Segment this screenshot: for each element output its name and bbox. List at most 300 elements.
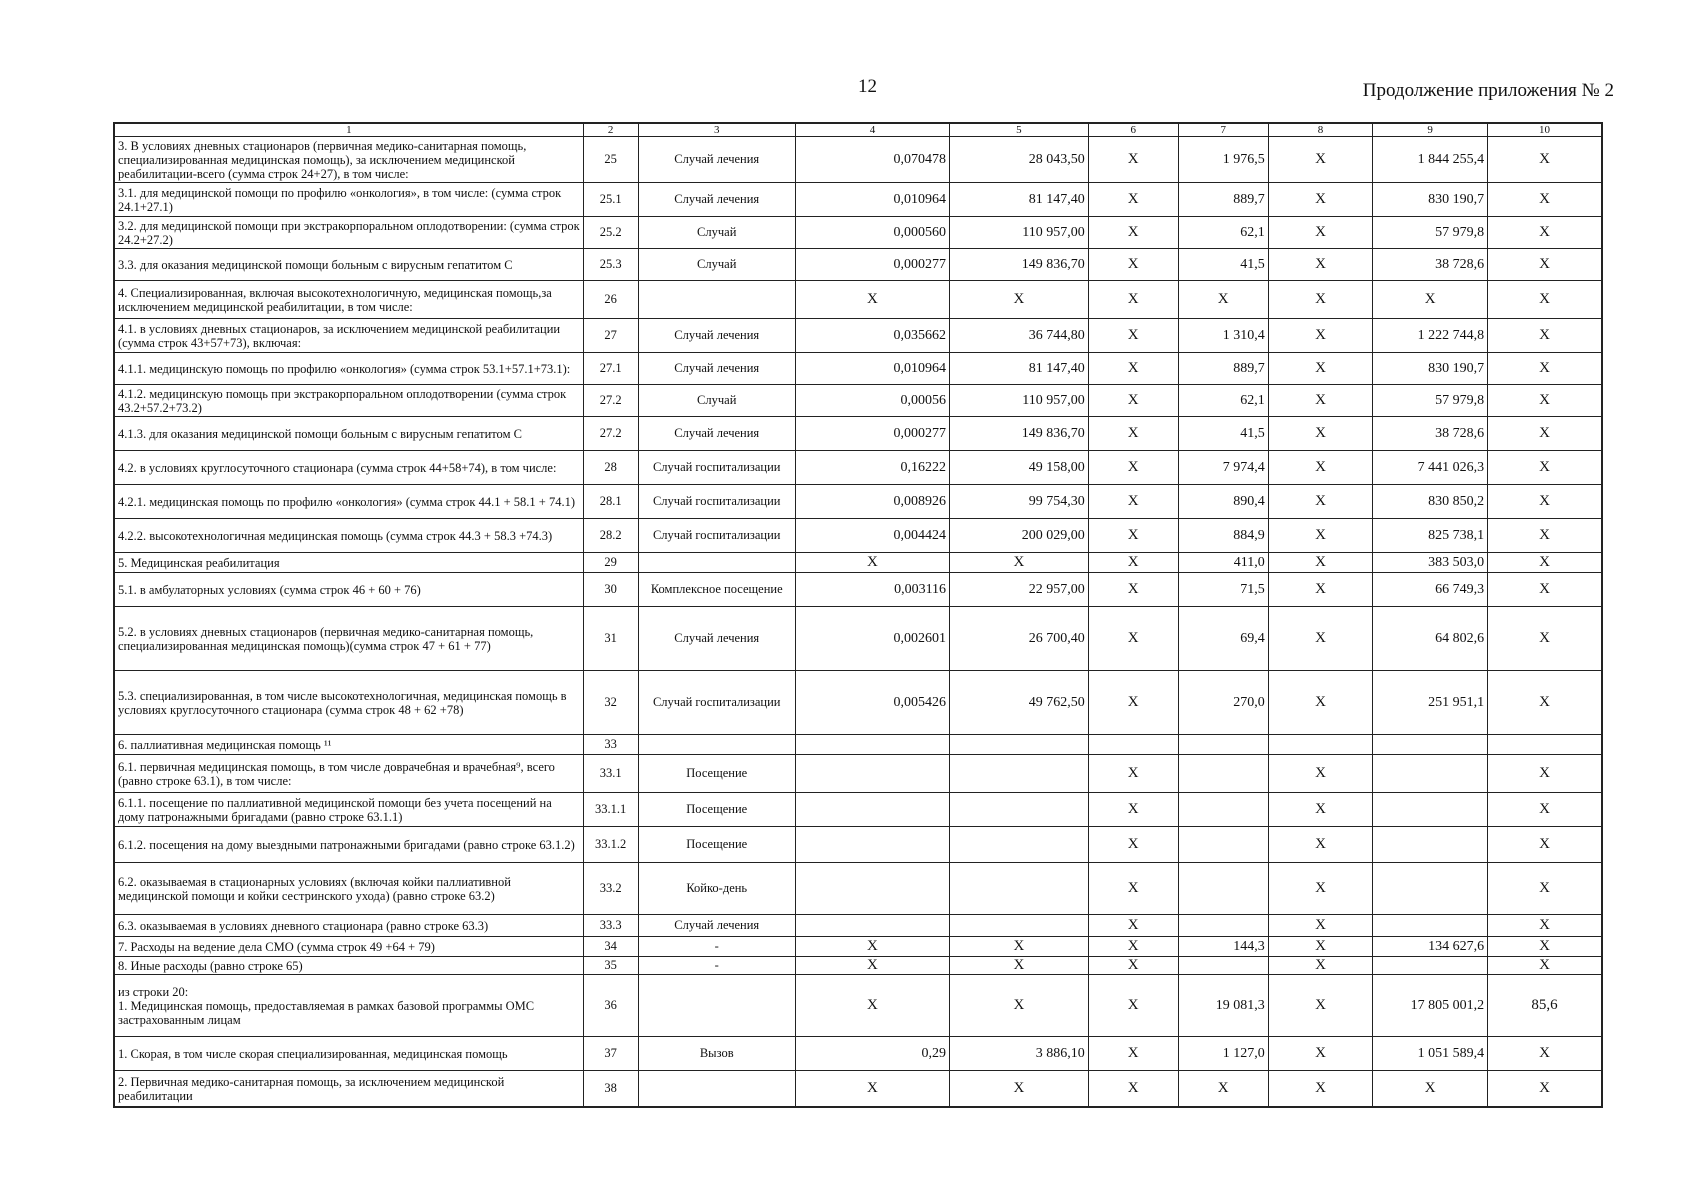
table-cell: 830 190,7 [1373, 183, 1488, 217]
row-label-cell: 4.1. в условиях дневных стационаров, за исключением медицинской реабилитации (сумма строк 43+57+73), включая: [115, 319, 584, 353]
row-label-cell: 5. Медицинская реабилитация [115, 553, 584, 573]
table-cell: 1 222 744,8 [1373, 319, 1488, 353]
table-cell: 33.1.1 [583, 793, 638, 827]
table-cell [638, 553, 795, 573]
table-cell [1268, 735, 1373, 755]
table-cell: 1 310,4 [1178, 319, 1268, 353]
table-cell: X [1088, 417, 1178, 451]
table-cell: X [1268, 755, 1373, 793]
table-cell: 26 700,40 [950, 607, 1089, 671]
table-cell: X [1488, 137, 1602, 183]
table-cell: 36 [583, 975, 638, 1037]
col-header: 1 [115, 124, 584, 137]
col-header: 7 [1178, 124, 1268, 137]
table-cell: 27.2 [583, 417, 638, 451]
table-cell: Случай лечения [638, 137, 795, 183]
table-cell: 889,7 [1178, 183, 1268, 217]
table-cell [1373, 915, 1488, 937]
table-cell: 7 974,4 [1178, 451, 1268, 485]
table-cell: 27 [583, 319, 638, 353]
table-cell: X [795, 281, 949, 319]
table-cell: 64 802,6 [1373, 607, 1488, 671]
col-header: 2 [583, 124, 638, 137]
row-label-cell: 4.1.3. для оказания медицинской помощи больным с вирусным гепатитом С [115, 417, 584, 451]
table-cell: 57 979,8 [1373, 217, 1488, 249]
table-cell [1088, 735, 1178, 755]
table-cell [795, 915, 949, 937]
table-cell [950, 863, 1089, 915]
table-cell: X [1268, 137, 1373, 183]
row-label-cell: 6.1.2. посещения на дому выездными патронажными бригадами (равно строке 63.1.2) [115, 827, 584, 863]
row-label-cell: 3.2. для медицинской помощи при экстракорпоральном оплодотворении: (сумма строк 24.2+27.2) [115, 217, 584, 249]
table-cell [795, 863, 949, 915]
row-label-cell: 5.3. специализированная, в том числе высокотехнологичная, медицинская помощь в условиях круглосуточного стационара (сумма строк 48 + 62 +78) [115, 671, 584, 735]
table-cell: X [1268, 1071, 1373, 1107]
table-cell: X [795, 553, 949, 573]
table-cell: X [1488, 281, 1602, 319]
table-cell [1178, 827, 1268, 863]
table-cell [950, 735, 1089, 755]
table-row [115, 353, 1602, 385]
table-cell: 411,0 [1178, 553, 1268, 573]
table-cell: X [1268, 485, 1373, 519]
table-cell [1373, 793, 1488, 827]
table-cell: X [1268, 671, 1373, 735]
table-cell: 251 951,1 [1373, 671, 1488, 735]
table-cell: X [1268, 519, 1373, 553]
table-cell: 34 [583, 937, 638, 957]
table-cell: X [1268, 937, 1373, 957]
table-cell: Случай [638, 249, 795, 281]
table-row [115, 957, 1602, 975]
table-cell: X [1488, 485, 1602, 519]
table-cell: X [1088, 937, 1178, 957]
table-cell: Случай госпитализации [638, 451, 795, 485]
table-row [115, 1037, 1602, 1071]
table-cell: 28.1 [583, 485, 638, 519]
table-cell: X [1088, 137, 1178, 183]
table-cell: X [1268, 217, 1373, 249]
table-cell: 17 805 001,2 [1373, 975, 1488, 1037]
table-cell [950, 793, 1089, 827]
table-cell: 49 762,50 [950, 671, 1089, 735]
table-cell: 830 850,2 [1373, 485, 1488, 519]
table-cell: Случай госпитализации [638, 519, 795, 553]
table-cell [1373, 863, 1488, 915]
table-cell: X [950, 281, 1089, 319]
table-cell: Случай лечения [638, 915, 795, 937]
table-cell: X [1488, 183, 1602, 217]
row-label-cell: 6. паллиативная медицинская помощь ¹¹ [115, 735, 584, 755]
table-cell [950, 827, 1089, 863]
table-cell [638, 975, 795, 1037]
row-label-cell: 3. В условиях дневных стационаров (первичная медико-санитарная помощь, специализированная медицинская помощь), за исключением медицинской реабилитации-всего (сумма строк 24+27), в том числе: [115, 137, 584, 183]
table-cell: 134 627,6 [1373, 937, 1488, 957]
table-cell: X [1488, 755, 1602, 793]
table-cell: 22 957,00 [950, 573, 1089, 607]
table-cell: 0,00056 [795, 385, 949, 417]
table-cell: X [1488, 353, 1602, 385]
table-cell [1373, 957, 1488, 975]
appendix-title: Продолжение приложения № 2 [1362, 80, 1614, 101]
table-row [115, 863, 1602, 915]
col-header: 6 [1088, 124, 1178, 137]
table-cell: X [1178, 281, 1268, 319]
table-cell: X [1488, 1037, 1602, 1071]
table-cell: X [1268, 573, 1373, 607]
table-cell: 38 [583, 1071, 638, 1107]
table-cell: X [1488, 553, 1602, 573]
table-cell: 889,7 [1178, 353, 1268, 385]
table-cell: X [1488, 519, 1602, 553]
table-cell: X [1268, 319, 1373, 353]
table-row [115, 755, 1602, 793]
table-cell: X [1268, 281, 1373, 319]
table-cell [1178, 755, 1268, 793]
table-row [115, 975, 1602, 1037]
row-label-cell: 6.1.1. посещение по паллиативной медицинской помощи без учета посещений на дому патронажными бригадами (равно строке 63.1.1) [115, 793, 584, 827]
row-label-cell: 5.1. в амбулаторных условиях (сумма строк 46 + 60 + 76) [115, 573, 584, 607]
table-cell [1178, 915, 1268, 937]
table-cell: X [1488, 607, 1602, 671]
table-row [115, 281, 1602, 319]
table-cell: 33.3 [583, 915, 638, 937]
table-cell: X [1488, 249, 1602, 281]
table-cell: X [795, 975, 949, 1037]
table-cell: 270,0 [1178, 671, 1268, 735]
row-label-cell: 6.3. оказываемая в условиях дневного стационара (равно строке 63.3) [115, 915, 584, 937]
table-cell: Случай лечения [638, 353, 795, 385]
table-cell: Посещение [638, 793, 795, 827]
table-cell: - [638, 937, 795, 957]
table-row [115, 217, 1602, 249]
table-cell: 1 844 255,4 [1373, 137, 1488, 183]
table-cell: 30 [583, 573, 638, 607]
table-cell: 0,003116 [795, 573, 949, 607]
table-row [115, 385, 1602, 417]
table-cell: 85,6 [1488, 975, 1602, 1037]
table-cell: X [1488, 385, 1602, 417]
row-label-cell: 3.3. для оказания медицинской помощи больным с вирусным гепатитом С [115, 249, 584, 281]
table-row [115, 793, 1602, 827]
table-cell: 27.2 [583, 385, 638, 417]
table-cell: Случай [638, 217, 795, 249]
table-cell: X [950, 937, 1089, 957]
table-cell [1178, 957, 1268, 975]
table-cell: 71,5 [1178, 573, 1268, 607]
row-label-cell: 4.1.2. медицинскую помощь при экстракорпоральном оплодотворении (сумма строк 43.2+57.2+73.2) [115, 385, 584, 417]
table-cell: 41,5 [1178, 417, 1268, 451]
table-cell: X [950, 1071, 1089, 1107]
table-cell: Случай госпитализации [638, 485, 795, 519]
table-cell: 0,16222 [795, 451, 949, 485]
table-cell: X [1268, 1037, 1373, 1071]
table-cell: 38 728,6 [1373, 417, 1488, 451]
table-row [115, 827, 1602, 863]
row-label-cell: 5.2. в условиях дневных стационаров (первичная медико-санитарная помощь, специализированная медицинская помощь)(сумма строк 47 + 61 + 77) [115, 607, 584, 671]
table-cell: X [1088, 975, 1178, 1037]
table-cell: X [1088, 915, 1178, 937]
table-cell [795, 827, 949, 863]
table-cell: 830 190,7 [1373, 353, 1488, 385]
table-cell: X [1488, 957, 1602, 975]
table-cell: X [1488, 319, 1602, 353]
table-cell: X [1488, 671, 1602, 735]
table-cell: Случай госпитализации [638, 671, 795, 735]
table-cell: Случай лечения [638, 417, 795, 451]
table-cell: X [1088, 319, 1178, 353]
table-cell: 110 957,00 [950, 217, 1089, 249]
table-cell: 0,29 [795, 1037, 949, 1071]
table-cell: 26 [583, 281, 638, 319]
table-cell: Случай [638, 385, 795, 417]
table-cell: X [950, 553, 1089, 573]
table-cell [795, 793, 949, 827]
table-cell: 825 738,1 [1373, 519, 1488, 553]
table-cell [638, 1071, 795, 1107]
table-cell: 25.3 [583, 249, 638, 281]
data-table-wrapper [113, 122, 1603, 1108]
table-cell [1178, 735, 1268, 755]
table-cell: Случай лечения [638, 319, 795, 353]
table-cell: 32 [583, 671, 638, 735]
table-cell: X [1088, 607, 1178, 671]
table-cell: 27.1 [583, 353, 638, 385]
table-cell: X [1268, 553, 1373, 573]
table-cell: 66 749,3 [1373, 573, 1488, 607]
table-cell: 7 441 026,3 [1373, 451, 1488, 485]
table-cell: 149 836,70 [950, 249, 1089, 281]
table-cell: 35 [583, 957, 638, 975]
row-label-cell: 4. Специализированная, включая высокотехнологичную, медицинская помощь,за исключением медицинской реабилитации, в том числе: [115, 281, 584, 319]
table-cell: Посещение [638, 755, 795, 793]
table-cell: 0,004424 [795, 519, 949, 553]
table-cell [638, 735, 795, 755]
table-cell: X [1268, 957, 1373, 975]
row-label-cell: 8. Иные расходы (равно строке 65) [115, 957, 584, 975]
table-cell: 28 043,50 [950, 137, 1089, 183]
table-cell: 57 979,8 [1373, 385, 1488, 417]
row-label-cell: 7. Расходы на ведение дела СМО (сумма строк 49 +64 + 79) [115, 937, 584, 957]
table-cell: X [1088, 281, 1178, 319]
table-cell: 0,008926 [795, 485, 949, 519]
table-cell: 29 [583, 553, 638, 573]
table-cell [1178, 793, 1268, 827]
table-cell: X [1373, 1071, 1488, 1107]
table-row [115, 671, 1602, 735]
table-cell: Комплексное посещение [638, 573, 795, 607]
table-cell: Вызов [638, 1037, 795, 1071]
row-label-cell: 2. Первичная медико-санитарная помощь, за исключением медицинской реабилитации [115, 1071, 584, 1107]
table-cell: 890,4 [1178, 485, 1268, 519]
table-cell: X [1268, 975, 1373, 1037]
table-cell: 19 081,3 [1178, 975, 1268, 1037]
table-cell: 33.1 [583, 755, 638, 793]
row-label-cell: 3.1. для медицинской помощи по профилю «онкология», в том числе: (сумма строк 24.1+27.1) [115, 183, 584, 217]
table-cell: 37 [583, 1037, 638, 1071]
table-cell: 28 [583, 451, 638, 485]
table-cell: X [1268, 183, 1373, 217]
table-cell: 0,000277 [795, 417, 949, 451]
table-cell: X [1088, 957, 1178, 975]
table-cell: X [1488, 451, 1602, 485]
table-cell: 0,000560 [795, 217, 949, 249]
table-cell: X [1488, 1071, 1602, 1107]
table-cell: 884,9 [1178, 519, 1268, 553]
table-cell: X [1088, 385, 1178, 417]
row-label-cell: 4.2.1. медицинская помощь по профилю «онкология» (сумма строк 44.1 + 58.1 + 74.1) [115, 485, 584, 519]
row-label-cell: 4.2. в условиях круглосуточного стационара (сумма строк 44+58+74), в том числе: [115, 451, 584, 485]
table-cell: X [1268, 827, 1373, 863]
table-cell: 25 [583, 137, 638, 183]
col-header: 5 [950, 124, 1089, 137]
table-cell: 33.1.2 [583, 827, 638, 863]
table-cell [1488, 735, 1602, 755]
table-cell: X [1268, 915, 1373, 937]
col-header: 4 [795, 124, 949, 137]
table-cell: X [1268, 863, 1373, 915]
data-table [114, 123, 1602, 1107]
table-cell: 110 957,00 [950, 385, 1089, 417]
table-row [115, 249, 1602, 281]
table-cell: X [1268, 451, 1373, 485]
table-cell [795, 755, 949, 793]
table-cell: X [1088, 217, 1178, 249]
table-cell: X [1488, 417, 1602, 451]
table-cell: 0,035662 [795, 319, 949, 353]
table-cell: X [1088, 353, 1178, 385]
table-cell: X [795, 1071, 949, 1107]
table-cell: X [1488, 793, 1602, 827]
table-row [115, 607, 1602, 671]
table-cell: X [950, 975, 1089, 1037]
table-cell: X [1088, 519, 1178, 553]
table-cell: 81 147,40 [950, 353, 1089, 385]
page-number: 12 [858, 76, 877, 97]
table-row [115, 519, 1602, 553]
col-header: 9 [1373, 124, 1488, 137]
table-cell: 0,070478 [795, 137, 949, 183]
table-cell: X [1488, 573, 1602, 607]
table-cell: 31 [583, 607, 638, 671]
table-cell: X [795, 937, 949, 957]
table-cell [950, 755, 1089, 793]
table-cell: 0,002601 [795, 607, 949, 671]
table-cell: X [1088, 827, 1178, 863]
row-label-cell: 6.2. оказываемая в стационарных условиях (включая койки паллиативной медицинской помощи и койки сестринского ухода) (равно строке 63.2) [115, 863, 584, 915]
table-cell [1373, 755, 1488, 793]
table-cell: 0,010964 [795, 183, 949, 217]
col-header: 10 [1488, 124, 1602, 137]
table-cell: 25.2 [583, 217, 638, 249]
table-cell: 0,005426 [795, 671, 949, 735]
table-cell: X [1088, 1037, 1178, 1071]
table-cell: X [1373, 281, 1488, 319]
table-row [115, 1071, 1602, 1107]
table-cell: 200 029,00 [950, 519, 1089, 553]
table-cell: 41,5 [1178, 249, 1268, 281]
table-cell: 36 744,80 [950, 319, 1089, 353]
table-cell: - [638, 957, 795, 975]
table-row [115, 137, 1602, 183]
table-row [115, 573, 1602, 607]
table-cell: X [1268, 385, 1373, 417]
table-cell: Койко-день [638, 863, 795, 915]
table-cell: 81 147,40 [950, 183, 1089, 217]
col-header: 3 [638, 124, 795, 137]
table-cell: X [1268, 249, 1373, 281]
table-cell [1373, 735, 1488, 755]
table-cell [950, 915, 1089, 937]
table-cell: Случай лечения [638, 607, 795, 671]
table-cell: 33.2 [583, 863, 638, 915]
table-cell: 28.2 [583, 519, 638, 553]
table-cell: X [1268, 793, 1373, 827]
table-cell [1178, 863, 1268, 915]
table-row [115, 451, 1602, 485]
table-cell: X [950, 957, 1089, 975]
table-cell: 1 051 589,4 [1373, 1037, 1488, 1071]
table-cell: X [1268, 607, 1373, 671]
table-cell: X [1088, 183, 1178, 217]
table-cell: X [1088, 863, 1178, 915]
table-cell: X [1268, 353, 1373, 385]
table-row [115, 937, 1602, 957]
table-cell: 149 836,70 [950, 417, 1089, 451]
table-cell: 33 [583, 735, 638, 755]
table-cell: X [1178, 1071, 1268, 1107]
table-cell: 49 158,00 [950, 451, 1089, 485]
table-cell: X [1488, 937, 1602, 957]
table-cell: X [1268, 417, 1373, 451]
table-cell: X [1088, 553, 1178, 573]
table-cell: 38 728,6 [1373, 249, 1488, 281]
table-cell: X [1088, 573, 1178, 607]
row-label-cell: 4.2.2. высокотехнологичная медицинская помощь (сумма строк 44.3 + 58.3 +74.3) [115, 519, 584, 553]
table-cell: Случай лечения [638, 183, 795, 217]
table-cell: X [1088, 755, 1178, 793]
table-cell [1373, 827, 1488, 863]
table-cell [638, 281, 795, 319]
table-row [115, 183, 1602, 217]
table-cell: 3 886,10 [950, 1037, 1089, 1071]
table-cell: X [1088, 793, 1178, 827]
table-cell: 62,1 [1178, 385, 1268, 417]
table-cell: Посещение [638, 827, 795, 863]
table-cell: 1 976,5 [1178, 137, 1268, 183]
table-cell: 383 503,0 [1373, 553, 1488, 573]
table-cell: X [1488, 217, 1602, 249]
table-cell: X [1488, 915, 1602, 937]
table-cell: X [1088, 671, 1178, 735]
table-cell: X [795, 957, 949, 975]
table-cell: 62,1 [1178, 217, 1268, 249]
table-cell: X [1088, 485, 1178, 519]
table-body [115, 137, 1602, 1107]
table-cell: 0,010964 [795, 353, 949, 385]
table-cell: 25.1 [583, 183, 638, 217]
table-row [115, 735, 1602, 755]
table-cell: 144,3 [1178, 937, 1268, 957]
table-cell: 99 754,30 [950, 485, 1089, 519]
col-header: 8 [1268, 124, 1373, 137]
table-row [115, 485, 1602, 519]
column-number-row [115, 124, 1602, 137]
table-cell: 69,4 [1178, 607, 1268, 671]
row-label-cell: 4.1.1. медицинскую помощь по профилю «онкология» (сумма строк 53.1+57.1+73.1): [115, 353, 584, 385]
table-cell: X [1488, 827, 1602, 863]
table-cell: 1 127,0 [1178, 1037, 1268, 1071]
